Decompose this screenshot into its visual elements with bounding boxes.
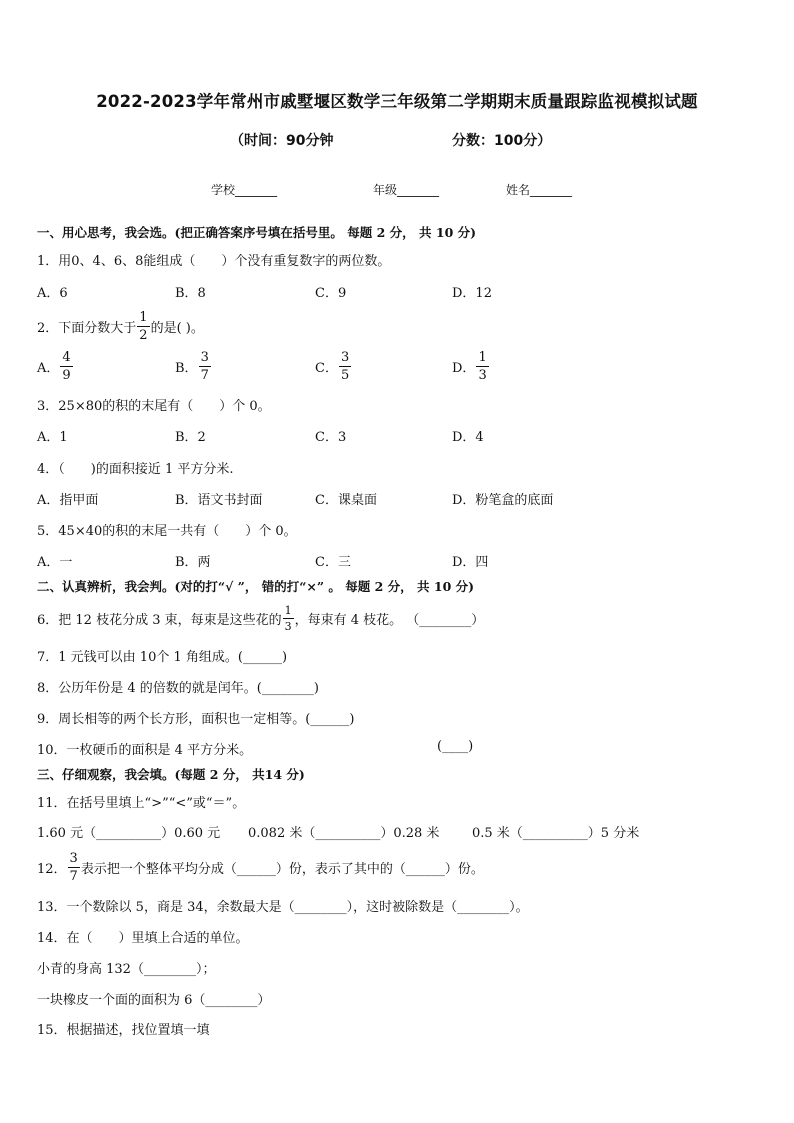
q12-fraction: $\frac{3}{7}$	[69, 850, 78, 884]
question-1: 1．用0、4、6、8能组成（ ）个没有重复数字的两位数。	[37, 254, 391, 269]
question-4: 4．（ )的面积接近 1 平方分米.	[37, 462, 234, 477]
question-8: 8．公历年份是 4 的倍数的就是闰年。(________)	[37, 681, 319, 696]
q3-option-c: C．3	[315, 430, 347, 445]
question-10: 10．一枚硬币的面积是 4 平方分米。	[37, 743, 253, 758]
q4-option-c: C．课桌面	[315, 493, 377, 508]
q6-fraction: $\frac{1}{3}$	[284, 603, 292, 633]
question-13: 13．一个数除以 5，商是 34，余数最大是（________），这时被除数是（________）。	[37, 900, 529, 915]
q2-suffix: 的是( )。	[150, 320, 204, 336]
school-field: 学校_______	[211, 183, 278, 197]
q2-option-d: D． $\frac{1}{3}$	[452, 349, 487, 383]
section2-heading: 二、认真辨析，我会判。(对的打“√ ”， 错的打“×” 。 每题 2 分， 共 10 分)	[37, 579, 475, 594]
q14-area-blank: 一块橡皮一个面的面积为 6（________）	[37, 993, 271, 1008]
q3-option-d: D．4	[452, 430, 484, 445]
q5-option-a: A．一	[37, 555, 73, 570]
q14-height-blank: 小青的身高 132（________）；	[37, 962, 216, 977]
exam-time: （时间：90分钟	[230, 133, 334, 149]
q2-prefix: 2．下面分数大于	[37, 320, 137, 336]
q4-option-d: D．粉笔盒的底面	[452, 493, 554, 508]
name-field: 姓名_______	[506, 183, 573, 197]
q2-option-a-fraction: $\frac{4}{9}$	[62, 349, 71, 383]
page-title: 2022-2023学年常州市戚墅堰区数学三年级第二学期期末质量跟踪监视模拟试题	[96, 92, 698, 111]
q4-option-a: A．指甲面	[37, 493, 99, 508]
question-5: 5．45×40的积的末尾一共有（ ）个 0。	[37, 524, 297, 539]
q3-option-b: B．2	[175, 430, 206, 445]
q2-fraction-half: $\frac{1}{2}$	[139, 309, 148, 343]
q1-option-d: D．12	[452, 286, 492, 301]
q10-answer-blank: (____)	[437, 739, 474, 754]
question-2	[37, 306, 204, 346]
question-12: 12． $\frac{3}{7}$ 表示把一个整体平均分成（______）份，表示了其中的（______）份。	[37, 850, 484, 884]
q1-option-a: A．6	[37, 286, 68, 301]
section3-heading: 三、仔细观察，我会填。(每题 2 分， 共14 分)	[37, 767, 305, 782]
q5-option-b: B．两	[175, 555, 211, 570]
section1-heading: 一、用心思考，我会选。(把正确答案序号填在括号里。 每题 2 分， 共 10 分)	[37, 225, 477, 240]
question-15: 15．根据描述，找位置填一填	[37, 1023, 210, 1038]
q3-option-a: A．1	[37, 430, 68, 445]
question-14: 14．在（ ）里填上合适的单位。	[37, 931, 249, 946]
q5-option-c: C．三	[315, 555, 351, 570]
grade-field: 年级_______	[373, 183, 440, 197]
exam-score: 分数：100分）	[452, 133, 552, 149]
q2-option-b-fraction: $\frac{3}{7}$	[200, 349, 209, 383]
q2-option-c-fraction: $\frac{3}{5}$	[340, 349, 350, 383]
q5-option-d: D．四	[452, 555, 489, 570]
q2-option-b: B． $\frac{3}{7}$	[175, 349, 209, 383]
question-9: 9．周长相等的两个长方形，面积也一定相等。(______)	[37, 712, 355, 727]
question-6: 6．把 12 枝花分成 3 束，每束是这些花的 $\frac{1}{3}$ ，每束有 4 枝花。 （________）	[37, 603, 485, 633]
question-11: 11．在括号里填上“>”“<”或“＝”。	[37, 796, 246, 811]
q2-option-d-fraction: $\frac{1}{3}$	[478, 349, 487, 383]
q4-option-b: B．语文书封面	[175, 493, 263, 508]
q2-option-c: C． $\frac{3}{5}$	[315, 349, 350, 383]
q2-option-a: A． $\frac{4}{9}$	[37, 349, 71, 383]
q11-compare-c: 0.5 米（__________）5 分米	[472, 826, 640, 841]
question-3: 3．25×80的积的末尾有（ ）个 0。	[37, 399, 271, 414]
question-7: 7．1 元钱可以由 10个 1 角组成。(______)	[37, 650, 288, 665]
q1-option-b: B．8	[175, 286, 206, 301]
q11-compare-b: 0.082 米（__________）0.28 米	[248, 826, 440, 841]
q11-compare-a: 1.60 元（__________）0.60 元	[37, 826, 221, 841]
q1-option-c: C．9	[315, 286, 347, 301]
